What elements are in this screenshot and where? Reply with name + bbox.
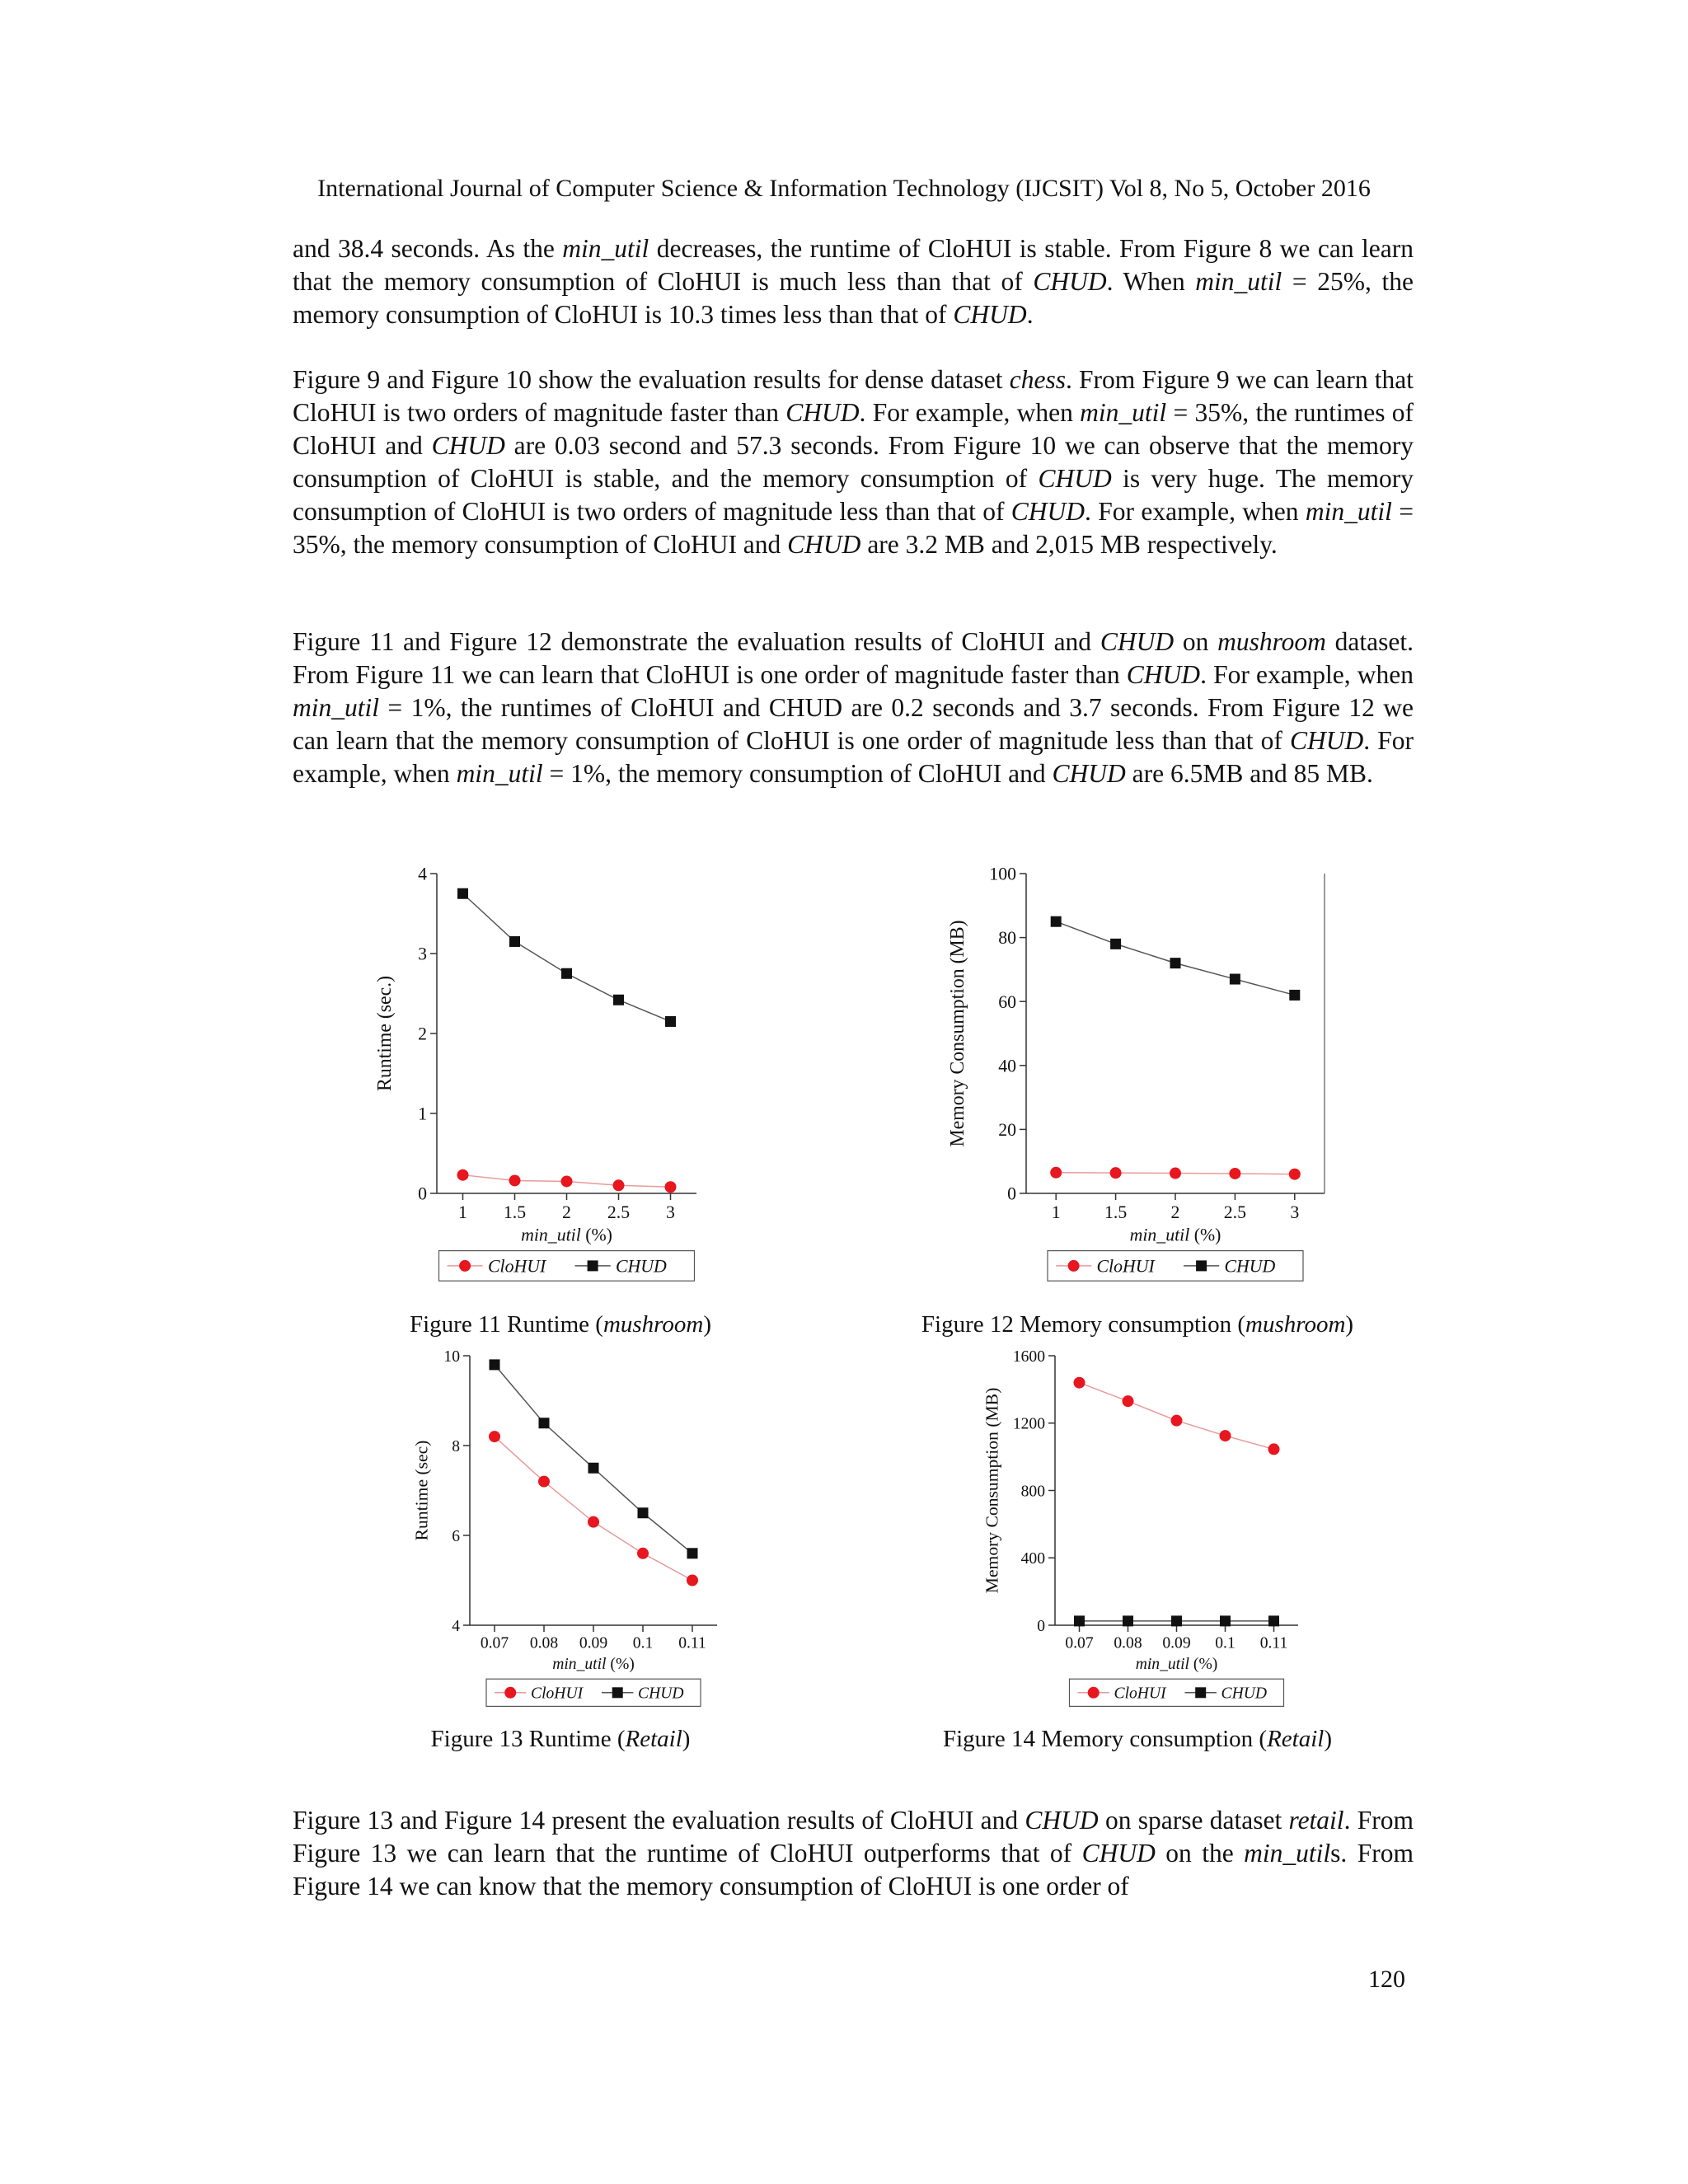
- data-point-chud: [1074, 1615, 1085, 1626]
- series-line-clohui: [495, 1436, 692, 1580]
- italic-term: min_util: [293, 693, 380, 722]
- data-point-chud: [638, 1507, 649, 1518]
- italic-term: CHUD: [1126, 660, 1201, 689]
- x-tick-label: 3: [1290, 1202, 1300, 1222]
- caption-prefix: Figure 13 Runtime (: [430, 1726, 626, 1752]
- y-tick-label: 0: [1007, 1183, 1016, 1204]
- x-axis-label: [1130, 1226, 1221, 1245]
- text-run: on: [1174, 627, 1218, 656]
- data-point-chud: [665, 1016, 676, 1027]
- y-axis-label: Runtime (sec.): [374, 975, 396, 1092]
- text-run: = 35%, the runtimes of CloHUI and: [293, 398, 1414, 460]
- y-tick-label: 0: [1037, 1617, 1045, 1635]
- y-tick-label: 60: [998, 991, 1016, 1012]
- text-run: and 38.4 seconds. As the: [293, 234, 563, 263]
- legend-label: CloHUI: [531, 1685, 584, 1703]
- y-tick-label: 80: [998, 928, 1016, 949]
- x-tick-label: 1: [458, 1202, 467, 1222]
- italic-term: CHUD: [1038, 464, 1112, 493]
- x-tick-label: 3: [666, 1202, 675, 1222]
- data-point-chud: [613, 995, 624, 1005]
- x-tick-label: 1.5: [503, 1202, 527, 1222]
- legend-label: CloHUI: [1096, 1256, 1155, 1277]
- italic-term: chess: [1009, 365, 1066, 394]
- x-axis-label-unit: (%): [1189, 1225, 1221, 1245]
- text-run: = 25%, the memory consumption of CloHUI is 10.3 times less than that of: [293, 267, 1414, 329]
- running-header: International Journal of Computer Science & Information Technology (IJCSIT) Vol 8, No 5, October 2016: [317, 175, 1371, 202]
- italic-term: min_util: [562, 234, 649, 263]
- figure-14-chart: [956, 1343, 1311, 1706]
- legend-marker: [1068, 1260, 1080, 1272]
- x-tick-label: 1.5: [1104, 1202, 1128, 1222]
- x-axis-label-name: min_util: [1135, 1656, 1190, 1674]
- paragraph-1: [293, 232, 1414, 331]
- y-tick-label: 10: [443, 1347, 460, 1366]
- y-axis-label: Runtime (sec): [411, 1440, 432, 1541]
- x-axis-label-name: min_util: [552, 1656, 607, 1674]
- data-point-chud: [539, 1418, 550, 1428]
- text-run: = 35%, the memory consumption of CloHUI and: [293, 497, 1414, 559]
- data-point-clohui: [1050, 1167, 1062, 1179]
- text-run: on sparse dataset: [1098, 1806, 1289, 1835]
- caption-prefix: Figure 12 Memory consumption (: [921, 1311, 1245, 1338]
- data-point-chud: [509, 936, 520, 947]
- text-run: . From Figure 9 we can learn that CloHUI is two orders of magnitude faster than: [293, 365, 1414, 427]
- paragraph-3: [293, 626, 1414, 790]
- caption-prefix: Figure 11 Runtime (: [410, 1311, 603, 1338]
- x-tick-label: 1: [1051, 1202, 1061, 1222]
- data-point-clohui: [1289, 1169, 1301, 1180]
- text-run: . When: [1106, 267, 1196, 296]
- x-tick-label: 0.11: [1259, 1634, 1288, 1652]
- italic-term: CHUD: [1100, 627, 1175, 656]
- y-tick-label: 8: [452, 1437, 460, 1455]
- x-axis-label: [521, 1226, 612, 1245]
- text-run: . From Figure 13 we can learn that the runtime of CloHUI outperforms that of: [293, 1806, 1414, 1868]
- figure-11-caption: [354, 1311, 767, 1338]
- italic-term: CHUD: [431, 431, 505, 460]
- y-tick-label: 100: [989, 864, 1016, 884]
- x-axis-label-unit: (%): [580, 1225, 612, 1245]
- data-point-clohui: [509, 1174, 521, 1186]
- x-axis-label: [552, 1656, 635, 1673]
- text-run: on the: [1155, 1839, 1245, 1868]
- italic-term: CHUD: [1081, 1839, 1156, 1868]
- data-point-chud: [1170, 958, 1181, 968]
- data-point-clohui: [637, 1548, 649, 1559]
- text-run: Figure 11 and Figure 12 demonstrate the evaluation results of CloHUI and: [293, 627, 1100, 656]
- italic-term: CHUD: [1052, 759, 1126, 788]
- italic-term: min_util: [1195, 267, 1282, 296]
- italic-term: CHUD: [953, 300, 1027, 329]
- data-point-chud: [1220, 1615, 1231, 1626]
- italic-term: min_util: [456, 759, 543, 788]
- x-tick-label: 2: [1170, 1202, 1180, 1222]
- legend-marker: [459, 1260, 471, 1272]
- text-run: . For example, when: [293, 726, 1414, 788]
- text-run: = 1%, the runtimes of CloHUI and CHUD are 0.2 seconds and 3.7 seconds. From Figure 12 we can learn that the memory consumption of CloHUI is one order of magnitude less than that of: [293, 693, 1414, 755]
- italic-term: retail: [1288, 1806, 1344, 1835]
- x-tick-label: 0.09: [1162, 1634, 1191, 1652]
- caption-suffix: ): [1345, 1311, 1354, 1338]
- legend: [439, 1251, 695, 1282]
- text-run: are 3.2 MB and 2,015 MB respectively.: [860, 530, 1278, 559]
- data-point-chud: [1110, 939, 1121, 949]
- text-run: . For example, when: [1085, 497, 1306, 526]
- x-tick-label: 2.5: [607, 1202, 631, 1222]
- legend: [1070, 1679, 1284, 1706]
- x-tick-label: 0.07: [480, 1634, 509, 1652]
- data-point-clohui: [561, 1175, 573, 1187]
- data-point-chud: [490, 1359, 500, 1370]
- data-point-clohui: [1170, 1168, 1181, 1179]
- x-tick-label: 0.09: [579, 1634, 608, 1652]
- caption-dataset: Retail: [625, 1726, 682, 1752]
- text-run: dataset. From Figure 11 we can learn that CloHUI is one order of magnitude faster than: [293, 627, 1414, 689]
- y-tick-label: 3: [418, 944, 427, 964]
- legend-marker: [588, 1260, 598, 1271]
- text-run: Figure 9 and Figure 10 show the evaluation results for dense dataset: [293, 365, 1010, 394]
- text-run: . For example, when: [859, 398, 1081, 427]
- y-tick-label: 4: [452, 1617, 460, 1635]
- data-point-clohui: [687, 1575, 698, 1586]
- x-tick-label: 0.1: [1215, 1634, 1236, 1652]
- y-tick-label: 800: [1020, 1483, 1045, 1501]
- italic-term: min_util: [1080, 398, 1167, 427]
- legend: [1048, 1251, 1303, 1282]
- x-axis-label-name: min_util: [521, 1225, 581, 1245]
- italic-term: CHUD: [1025, 1806, 1099, 1835]
- x-tick-label: 0.11: [678, 1634, 706, 1652]
- data-point-clohui: [665, 1181, 677, 1193]
- caption-suffix: ): [703, 1311, 711, 1338]
- data-point-chud: [1051, 916, 1062, 927]
- y-tick-label: 4: [418, 864, 427, 884]
- legend-label: CHUD: [1224, 1256, 1276, 1277]
- x-axis-label: [1136, 1656, 1218, 1673]
- data-point-clohui: [1171, 1415, 1183, 1427]
- text-run: are 0.03 second and 57.3 seconds. From Figure 10 we can observe that the memory consumption of CloHUI is stable, and the memory consumption of: [293, 431, 1414, 493]
- legend-marker: [1196, 1260, 1207, 1271]
- y-tick-label: 20: [998, 1120, 1016, 1141]
- data-point-clohui: [538, 1476, 550, 1488]
- italic-term: CHUD: [785, 398, 860, 427]
- series-line-chud: [463, 893, 671, 1021]
- text-run: . For example, when: [1200, 660, 1414, 689]
- legend-label: CHUD: [638, 1685, 684, 1703]
- data-point-chud: [588, 1463, 599, 1474]
- paragraph-2: [293, 363, 1414, 561]
- caption-dataset: mushroom: [1245, 1311, 1346, 1338]
- y-tick-label: 1: [418, 1104, 427, 1124]
- legend-label: CloHUI: [1114, 1685, 1166, 1703]
- figure-12-chart: [940, 857, 1352, 1286]
- text-run: = 1%, the memory consumption of CloHUI and: [542, 759, 1053, 788]
- legend-label: CHUD: [1221, 1685, 1268, 1703]
- y-axis-label: Memory Consumption (MB): [982, 1387, 1002, 1594]
- y-tick-label: 40: [998, 1056, 1016, 1076]
- figure-11-chart: [363, 857, 750, 1286]
- figure-13-chart: [396, 1343, 742, 1706]
- y-tick-label: 2: [418, 1024, 427, 1044]
- legend-label: CloHUI: [488, 1256, 546, 1277]
- y-tick-label: 6: [452, 1527, 460, 1545]
- legend-label: CHUD: [616, 1256, 667, 1277]
- data-point-chud: [1268, 1615, 1279, 1626]
- caption-dataset: mushroom: [603, 1311, 704, 1338]
- legend-marker: [1195, 1687, 1206, 1698]
- y-axis-label: Memory Consumption (MB): [947, 920, 969, 1147]
- page-number: 120: [1368, 1966, 1405, 1993]
- legend: [486, 1679, 701, 1706]
- x-axis-label-unit: (%): [606, 1656, 635, 1674]
- text-run: are 6.5MB and 85 MB.: [1125, 759, 1373, 788]
- y-tick-label: 1200: [1012, 1415, 1045, 1433]
- paragraph-4: [293, 1804, 1414, 1903]
- data-point-chud: [1171, 1615, 1182, 1626]
- data-point-clohui: [588, 1516, 599, 1528]
- text-run: Figure 13 and Figure 14 present the evaluation results of CloHUI and: [293, 1806, 1025, 1835]
- caption-prefix: Figure 14 Memory consumption (: [942, 1726, 1268, 1752]
- x-tick-label: 0.08: [529, 1634, 559, 1652]
- figure-14-caption: [890, 1726, 1385, 1753]
- data-point-clohui: [1074, 1377, 1085, 1389]
- italic-term: CHUD: [1289, 726, 1364, 755]
- data-point-clohui: [457, 1169, 469, 1181]
- italic-term: CHUD: [787, 530, 861, 559]
- x-tick-label: 2: [562, 1202, 571, 1222]
- caption-suffix: ): [682, 1726, 691, 1752]
- y-tick-label: 0: [418, 1183, 427, 1204]
- legend-marker: [1088, 1687, 1100, 1699]
- text-run: is very huge. The memory consumption of CloHUI is two orders of magnitude less than that of: [293, 464, 1414, 526]
- text-run: decreases, the runtime of CloHUI is stable. From Figure 8 we can learn that the memory consumption of CloHUI is much less than that of: [293, 234, 1414, 296]
- x-tick-label: 2.5: [1223, 1202, 1247, 1222]
- caption-suffix: ): [1324, 1726, 1332, 1752]
- x-tick-label: 0.1: [632, 1634, 654, 1652]
- x-tick-label: 0.08: [1114, 1634, 1142, 1652]
- italic-term: min_util: [1305, 497, 1392, 526]
- data-point-chud: [1123, 1615, 1133, 1626]
- data-point-clohui: [1123, 1395, 1134, 1407]
- italic-term: CHUD: [1010, 497, 1085, 526]
- legend-marker: [612, 1687, 623, 1698]
- italic-term: min_util: [1244, 1839, 1331, 1868]
- y-tick-label: 400: [1020, 1550, 1045, 1568]
- data-point-clohui: [489, 1431, 500, 1442]
- data-point-clohui: [1268, 1443, 1280, 1455]
- y-tick-label: 1600: [1012, 1347, 1045, 1366]
- data-point-chud: [561, 968, 572, 979]
- italic-term: mushroom: [1217, 627, 1326, 656]
- figure-12-caption: [874, 1311, 1401, 1338]
- data-point-chud: [1289, 990, 1300, 1001]
- data-point-chud: [457, 888, 468, 899]
- caption-dataset: Retail: [1267, 1726, 1325, 1752]
- data-point-clohui: [1110, 1167, 1122, 1179]
- x-axis-label-unit: (%): [1189, 1656, 1218, 1674]
- data-point-clohui: [613, 1179, 625, 1191]
- data-point-chud: [1230, 974, 1240, 985]
- x-axis-label-name: min_util: [1129, 1225, 1190, 1245]
- data-point-clohui: [1229, 1168, 1240, 1179]
- data-point-clohui: [1220, 1430, 1231, 1441]
- data-point-chud: [687, 1548, 698, 1558]
- text-run: s. From Figure 14 we can know that the memory consumption of CloHUI is one order of: [293, 1839, 1414, 1900]
- legend-marker: [504, 1687, 516, 1699]
- italic-term: CHUD: [1033, 267, 1107, 296]
- text-run: .: [1026, 300, 1034, 329]
- x-tick-label: 0.07: [1065, 1634, 1094, 1652]
- figure-13-caption: [379, 1726, 742, 1753]
